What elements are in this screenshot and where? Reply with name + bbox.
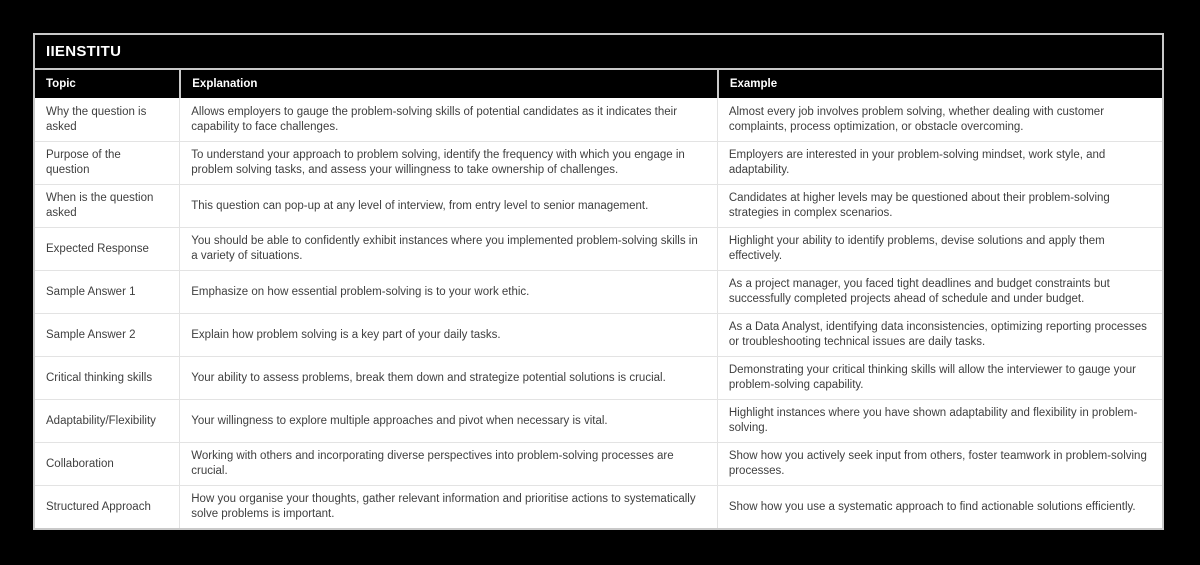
- table-row: [35, 184, 1162, 227]
- table-panel: [33, 33, 1164, 530]
- table-row: [35, 313, 1162, 356]
- cell-topic: Structured Approach: [46, 500, 151, 513]
- table-row: [35, 270, 1162, 313]
- table-row: [35, 227, 1162, 270]
- cell-example: Employers are interested in your problem-solving mindset, work style, and adaptability.: [717, 142, 1162, 184]
- cell-example: As a Data Analyst, identifying data inconsistencies, optimizing reporting processes or troubleshooting technical issues are daily tasks.: [717, 314, 1162, 356]
- table-row: [35, 98, 1162, 141]
- cell-explanation: Allows employers to gauge the problem-solving skills of potential candidates as it indicates their capability to face challenges.: [179, 98, 717, 141]
- table-header-row: [35, 70, 1162, 98]
- cell-topic: Collaboration: [46, 457, 114, 470]
- cell-topic: Why the question is asked: [46, 105, 147, 133]
- cell-explanation: How you organise your thoughts, gather relevant information and prioritise actions to systematically solve problems is important.: [179, 486, 717, 528]
- cell-topic: Purpose of the question: [46, 149, 121, 176]
- table-row: [35, 442, 1162, 485]
- cell-topic: Adaptability/Flexibility: [46, 414, 156, 427]
- table-body: [35, 98, 1162, 528]
- cell-example: Demonstrating your critical thinking skills will allow the interviewer to gauge your problem-solving capability.: [717, 357, 1162, 399]
- cell-example: Show how you use a systematic approach to find actionable solutions efficiently.: [717, 486, 1162, 528]
- brand-title: IIENSTITU: [46, 43, 122, 60]
- cell-example: Highlight instances where you have shown adaptability and flexibility in problem-solving.: [717, 400, 1162, 442]
- cell-example: Highlight your ability to identify problems, devise solutions and apply them effectively.: [717, 228, 1162, 270]
- cell-explanation: Emphasize on how essential problem-solving is to your work ethic.: [179, 271, 717, 313]
- table-row: [35, 356, 1162, 399]
- cell-example: Show how you actively seek input from others, foster teamwork in problem-solving processes.: [717, 443, 1162, 485]
- cell-topic: Critical thinking skills: [46, 371, 153, 384]
- table-row: [35, 485, 1162, 528]
- cell-explanation: Explain how problem solving is a key part of your daily tasks.: [179, 314, 717, 356]
- column-header-topic: Topic: [46, 78, 76, 90]
- cell-explanation: To understand your approach to problem solving, identify the frequency with which you engage in problem solving tasks, and assess your willingness to take ownership of challenges.: [179, 142, 717, 184]
- cell-example: Candidates at higher levels may be questioned about their problem-solving strategies in complex scenarios.: [717, 185, 1162, 227]
- cell-explanation: You should be able to confidently exhibit instances where you implemented problem-solving skills in a variety of situations.: [179, 228, 717, 270]
- cell-topic: Sample Answer 2: [46, 328, 136, 341]
- cell-explanation: Your willingness to explore multiple approaches and pivot when necessary is vital.: [179, 400, 717, 442]
- cell-topic: Expected Response: [46, 242, 149, 255]
- table-row: [35, 399, 1162, 442]
- cell-explanation: Your ability to assess problems, break them down and strategize potential solutions is crucial.: [179, 357, 717, 399]
- cell-explanation: Working with others and incorporating diverse perspectives into problem-solving processes are crucial.: [179, 443, 717, 485]
- table-row: [35, 141, 1162, 184]
- brand-bar: [35, 35, 1162, 70]
- cell-explanation: This question can pop-up at any level of interview, from entry level to senior management.: [179, 185, 717, 227]
- column-header-explanation: Explanation: [179, 70, 717, 98]
- column-header-example: Example: [717, 70, 1162, 98]
- cell-example: As a project manager, you faced tight deadlines and budget constraints but successfully completed projects ahead of schedule and under budget.: [717, 271, 1162, 313]
- cell-example: Almost every job involves problem solving, whether dealing with customer complaints, process optimization, or obstacle overcoming.: [717, 98, 1162, 141]
- cell-topic: Sample Answer 1: [46, 285, 136, 298]
- cell-topic: When is the question asked: [46, 192, 154, 219]
